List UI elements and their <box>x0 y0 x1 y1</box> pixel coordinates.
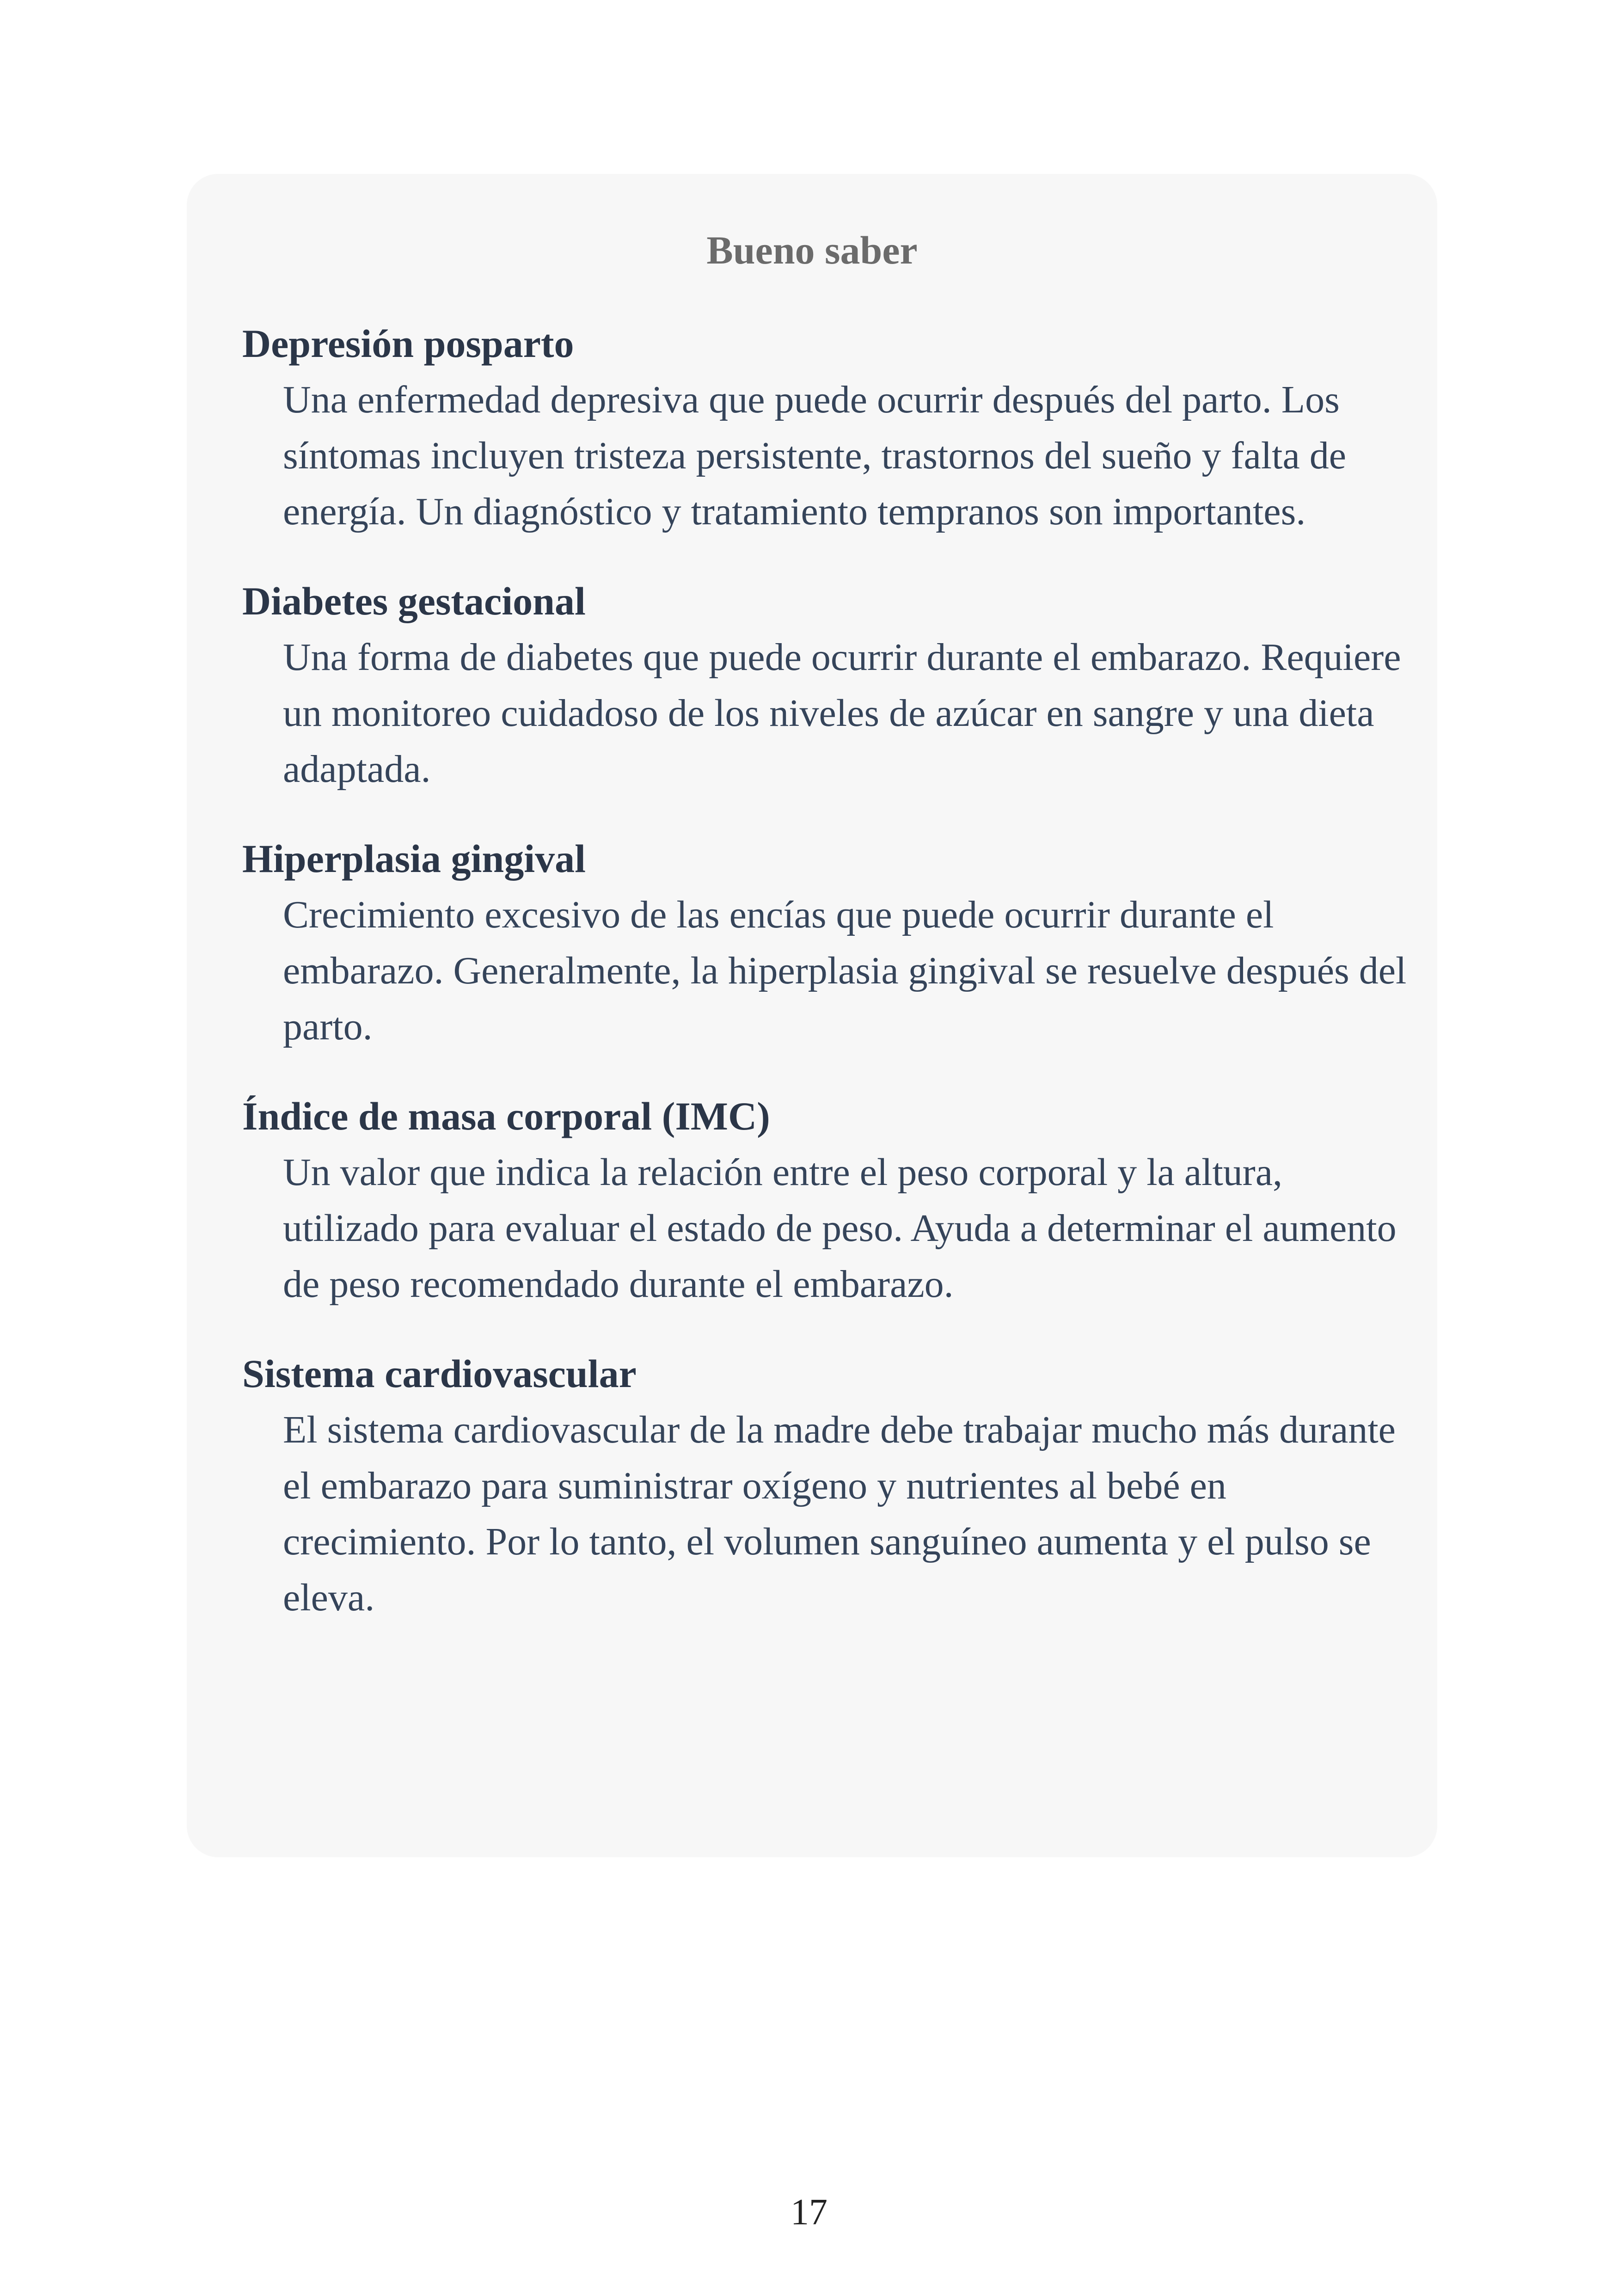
entry-definition: Un valor que indica la relación entre el peso corporal y la altura, utilizado para evaluar el estado de peso. Ayuda a determinar el aumento de peso recomendado durante el embarazo. <box>283 1151 1397 1306</box>
entry-term: Depresión posparto <box>242 321 574 366</box>
entry-definition: Crecimiento excesivo de las encías que puede ocurrir durante el embarazo. Generalmente, la hiperplasia gingival se resuelve después del parto. <box>283 893 1407 1048</box>
glossary-entry <box>242 318 1382 540</box>
glossary-entry <box>242 1348 1396 1626</box>
glossary-entry <box>242 1091 1397 1312</box>
info-box <box>187 174 1437 1857</box>
glossary-entry <box>242 833 1407 1055</box>
entry-definition: Una enfermedad depresiva que puede ocurrir después del parto. Los síntomas incluyen tristeza persistente, trastornos del sueño y falta de energía. Un diagnóstico y tratamiento tempranos son importantes. <box>283 378 1347 533</box>
entry-term: Sistema cardiovascular <box>242 1351 637 1396</box>
page-number: 17 <box>791 2192 827 2233</box>
entry-definition: El sistema cardiovascular de la madre debe trabajar mucho más durante el embarazo para suministrar oxígeno y nutrientes al bebé en crecimiento. Por lo tanto, el volumen sanguíneo aumenta y el pulso se eleva. <box>283 1408 1396 1619</box>
glossary-entry <box>242 576 1401 797</box>
entry-term: Índice de masa corporal (IMC) <box>242 1094 770 1138</box>
entry-term: Diabetes gestacional <box>242 579 586 623</box>
box-title: Bueno saber <box>706 228 918 272</box>
entry-definition: Una forma de diabetes que puede ocurrir durante el embarazo. Requiere un monitoreo cuidadoso de los niveles de azúcar en sangre y una dieta adaptada. <box>283 636 1401 791</box>
entry-term: Hiperplasia gingival <box>242 836 586 881</box>
